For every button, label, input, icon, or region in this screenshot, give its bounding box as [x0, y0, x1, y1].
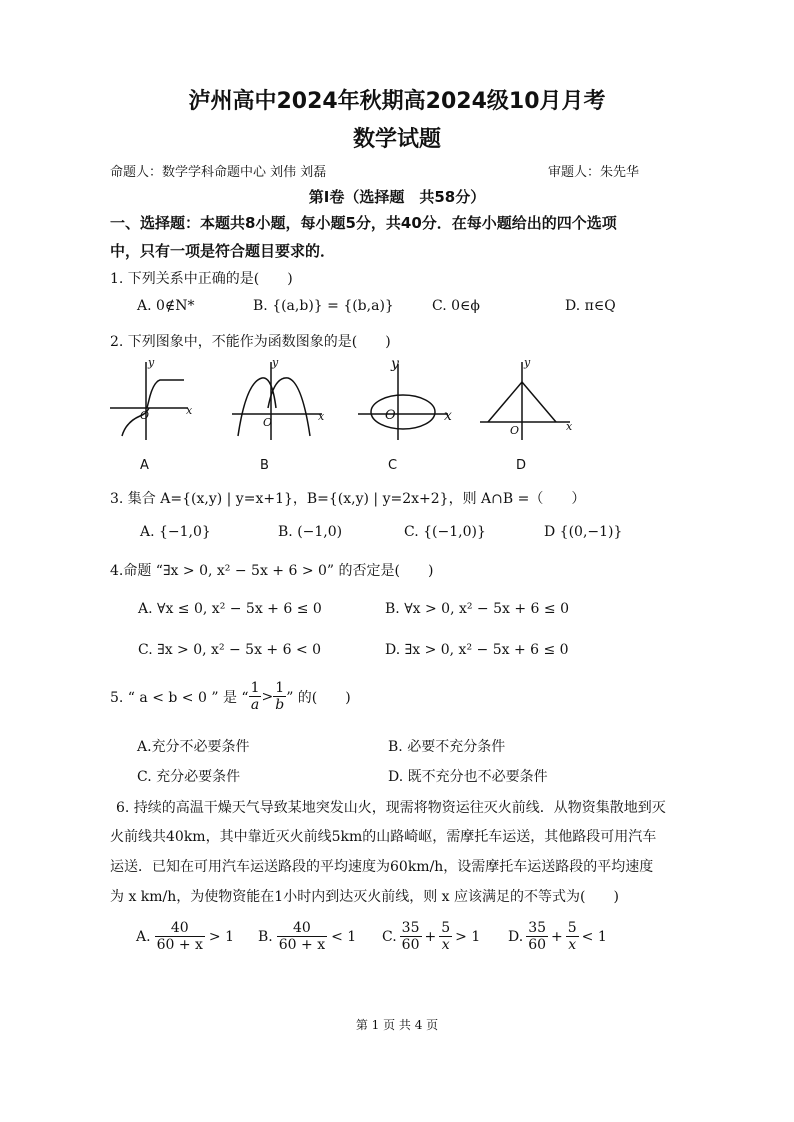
question-6-option-b	[258, 920, 356, 953]
question-5-option-d: D. 既不充分也不必要条件	[388, 769, 548, 785]
page-footer: 第 1 页 共 4 页	[355, 1018, 439, 1032]
part-heading: 第Ⅰ卷（选择题 共58分）	[308, 188, 486, 206]
option-d-fraction-1	[526, 920, 548, 953]
option-a-fraction	[155, 920, 205, 953]
fraction-b-denominator: b	[275, 697, 285, 713]
option-c-numerator-2: 5	[441, 920, 451, 936]
graph-d-axis-x: x	[566, 420, 573, 433]
section-instruction-line2: 中，只有一项是符合题目要求的．	[110, 242, 336, 260]
graph-a	[110, 362, 188, 440]
option-c-denominator-1: 60	[401, 937, 420, 953]
question-1-option-d: D. π∈Q	[565, 298, 616, 314]
option-d-denominator-2: x	[568, 937, 577, 953]
question-4-option-d: D. ∃x > 0, x² − 5x + 6 ≤ 0	[385, 642, 569, 658]
option-d-plus: +	[551, 928, 563, 945]
question-5-gt: >	[261, 688, 274, 705]
question-1-stem: 1. 下列关系中正确的是( )	[110, 271, 293, 287]
graph-b-label: B	[260, 458, 269, 473]
option-b-denominator: 60 + x	[278, 937, 326, 953]
option-a-numerator: 40	[155, 920, 205, 937]
graph-d	[480, 362, 570, 440]
option-c-numerator-1: 35	[401, 920, 420, 936]
option-b-fraction	[277, 920, 327, 953]
option-c-fraction-1	[400, 920, 422, 953]
question-1-option-a: A. 0∉N*	[137, 298, 195, 314]
question-6-line2: 火前线共40km，其中靠近灭火前线5km的山路崎岖，需摩托车运送，其他路段可用汽车	[110, 829, 657, 845]
question-3-option-c: C. {(−1,0)}	[404, 524, 486, 540]
option-d-fraction-2	[566, 920, 579, 953]
question-5-fraction-b	[273, 680, 286, 713]
graph-a-origin: O	[140, 409, 150, 422]
option-b-tail: < 1	[331, 928, 357, 945]
question-6-line1: 6. 持续的高温干燥天气导致某地突发山火，现需将物资运往灭火前线．从物资集散地到灭	[116, 800, 666, 816]
question-4-option-a: A. ∀x ≤ 0, x² − 5x + 6 ≤ 0	[138, 601, 322, 617]
fraction-a-denominator: a	[250, 697, 260, 713]
question-6-line4: 为 x km/h，为使物资能在1小时内到达灭火前线，则 x 应该满足的不等式为( )	[110, 889, 619, 905]
question-6-option-c	[382, 920, 480, 953]
option-c-plus: +	[424, 928, 437, 945]
question-2-stem: 2. 下列图象中，不能作为函数图象的是( )	[110, 334, 391, 350]
question-5-option-a: A.充分不必要条件	[137, 739, 250, 755]
question-6-option-d	[508, 920, 607, 953]
graph-b	[232, 362, 322, 440]
section-instruction-line1: 一、选择题：本题共8小题，每小题5分，共40分．在每小题给出的四个选项	[110, 214, 617, 232]
question-5-stem-pre: 5. “ a < b < 0 ” 是 “	[110, 689, 249, 706]
graph-c-axis-x: x	[444, 408, 452, 424]
option-d-numerator-2: 5	[567, 920, 577, 936]
question-3-option-b: B. (−1,0)	[278, 524, 343, 540]
graph-a-axis-x: x	[186, 404, 193, 417]
graph-c-axis-y: y	[391, 356, 399, 372]
fraction-b-numerator: 1	[273, 680, 286, 697]
option-d-numerator-1: 35	[528, 920, 547, 936]
question-5-option-b: B. 必要不充分条件	[388, 739, 506, 755]
question-5-fraction-a	[249, 680, 262, 713]
reviewer-line: 审题人：朱先华	[548, 165, 640, 180]
question-1-option-c: C. 0∈ϕ	[432, 298, 480, 314]
option-c-tail: > 1	[455, 928, 481, 945]
graph-d-label: D	[516, 458, 527, 473]
question-4-option-b: B. ∀x > 0, x² − 5x + 6 ≤ 0	[385, 601, 569, 617]
question-6-option-a	[136, 920, 234, 953]
author-line: 命题人：数学学科命题中心 刘伟 刘磊	[110, 165, 327, 180]
question-5-stem	[110, 680, 351, 713]
fraction-a-numerator: 1	[250, 680, 260, 696]
question-2-graphs	[100, 352, 600, 442]
question-5-option-c: C. 充分必要条件	[137, 769, 241, 785]
graph-c-origin: O	[385, 408, 396, 423]
option-a-tail: > 1	[208, 928, 234, 945]
option-b-label: B.	[258, 928, 273, 945]
question-4-option-c: C. ∃x > 0, x² − 5x + 6 < 0	[138, 642, 322, 658]
option-d-label: D.	[508, 928, 524, 945]
question-4-stem: 4.命题 “∃x > 0, x² − 5x + 6 > 0” 的否定是( )	[110, 563, 434, 579]
question-1-option-b: B. {(a,b)} = {(b,a)}	[253, 298, 394, 314]
option-a-denominator: 60 + x	[156, 937, 203, 953]
graph-c	[358, 364, 448, 440]
option-a-label: A.	[136, 928, 151, 945]
graph-c-label: C	[388, 458, 398, 473]
graph-b-origin: O	[263, 416, 273, 429]
question-3-option-a: A. {−1,0}	[140, 524, 211, 540]
option-c-denominator-2: x	[441, 937, 450, 953]
graph-b-axis-y: y	[272, 356, 279, 369]
question-5-stem-post: ” 的( )	[286, 689, 351, 706]
option-b-numerator: 40	[277, 920, 327, 937]
option-c-fraction-2	[439, 920, 452, 953]
graph-d-origin: O	[510, 424, 520, 437]
question-3-option-d: D {(0,−1)}	[544, 524, 623, 540]
graph-d-axis-y: y	[524, 356, 531, 369]
option-d-tail: < 1	[581, 928, 607, 945]
question-6-line3: 运送．已知在可用汽车运送路段的平均速度为60km/h，设需摩托车运送路段的平均速度	[110, 859, 654, 875]
graph-a-axis-y: y	[148, 356, 155, 369]
exam-title: 泸州高中2024年秋期高2024级10月月考	[188, 89, 606, 114]
question-3-stem: 3. 集合 A={(x,y) | y=x+1}，B={(x,y) | y=2x+2}，则 A∩B =（ ）	[110, 491, 586, 507]
option-d-denominator-1: 60	[528, 937, 547, 953]
exam-subtitle: 数学试题	[352, 127, 441, 152]
option-c-label: C.	[382, 928, 397, 945]
graph-a-label: A	[140, 458, 149, 473]
graph-b-axis-x: x	[318, 410, 325, 423]
